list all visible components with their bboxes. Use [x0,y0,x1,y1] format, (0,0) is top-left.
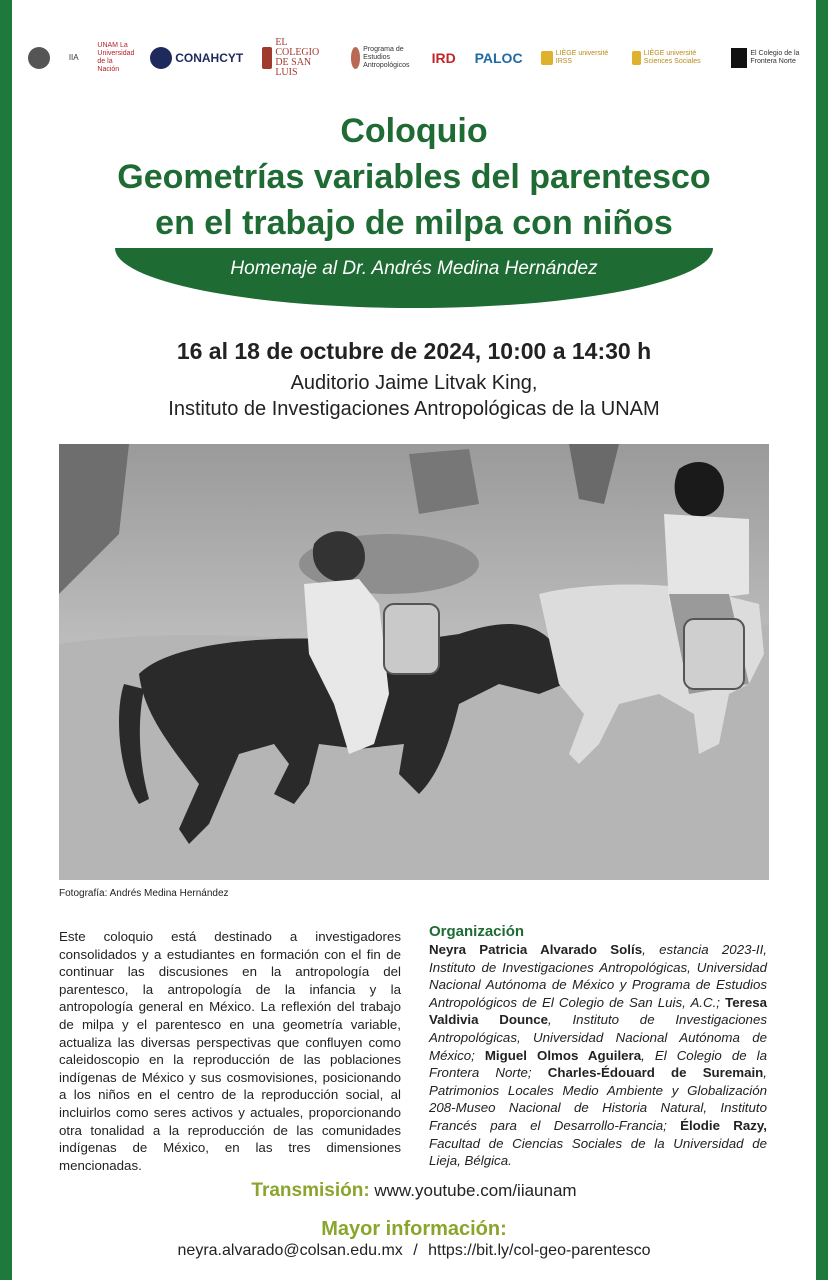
event-venue [40,370,788,422]
organizer-name: Teresa Valdivia Dounce [429,994,767,1028]
venue-line-1: Auditorio Jaime Litvak King, [290,372,538,394]
organization-list [429,941,767,1170]
contact-email[interactable]: neyra.alvarado@colsan.edu.mx [177,1242,403,1259]
photo-caption: Fotografía: Andrés Medina Hernández [59,888,229,899]
liege-irss-logo: LIÈGE université IRSS [541,50,613,66]
title-line-1: Coloquio [340,112,488,150]
transmission-url[interactable]: www.youtube.com/iiaunam [374,1181,577,1200]
ird-logo: IRD [431,50,456,66]
venue-line-2: Instituto de Investigaciones Antropológicas de la UNAM [168,398,660,420]
right-border [816,0,828,1280]
event-photo [59,444,769,880]
organizer-name: Élodie Razy, [680,1117,767,1133]
sponsor-logos [28,37,803,78]
organization-heading: Organización [429,923,525,940]
title-line-2: Geometrías variables del parentesco [117,158,711,196]
title-line-3: en el trabajo de milpa con niños [155,204,673,242]
description: Este coloquio está destinado a investigadores consolidados y a estudiantes en formación con el fin de continuar las discusiones en la antropología del parentesco, la antropología de la infancia y la antropología general en México. La reflexión del trabajo de milpa y el parentesco en una geometría variable, actualiza las diversas perspectivas que confluyen como caleidoscopio en la reproducción de las poblaciones indígenas de México y sus cosmovisiones, posicionando a los niños en el centro de la reproducción social, al incluirlos como seres activos y actuales, proporcionando otra tonalidad a la reproducción de las comunidades indígenas de México, en las tres dimensiones mencionadas. [59,929,401,1173]
pea-logo: Programa de Estudios Antropológicos [351,46,413,70]
transmission-label: Transmisión: [251,1180,370,1201]
organizer-name: Charles-Édouard de Suremain [547,1065,764,1081]
contact-separator: / [413,1242,418,1259]
organizer-detail: , estancia 2023-II, Instituto de Investigaciones Antropológicas, Universidad Nacional Autónoma de México y Programa de Estudios Antropológicos de El Colegio de San Luis, A.C.; [429,942,767,1010]
paloc-logo: PALOC [474,50,523,66]
unam-red-logo: UNAM La Universidad de la Nación [97,42,135,73]
transmission [40,1180,788,1202]
organizer-detail: Facultad de Ciencias Sociales de la Universidad de Lieja, Bélgica. [429,1135,767,1169]
organizer-detail: , Patrimonios Locales Medio Ambiente y Globalización 208-Museo Nacional de Historia Natural, Instituto Francés para el Desarrollo-Francia; [429,1065,767,1133]
contact-link[interactable]: https://bit.ly/col-geo-parentesco [428,1242,651,1259]
left-border [0,0,12,1280]
organizer-name: Neyra Patricia Alvarado Solís [429,942,643,957]
organizer-detail: , Instituto de Investigaciones Antropológicas, Universidad Nacional Autónoma de México; [429,1012,767,1063]
more-info-heading: Mayor información: [321,1218,507,1240]
contact-line [40,1242,788,1260]
conahcyt-logo: CONAHCYT [150,47,243,69]
event-date: 16 al 18 de octubre de 2024, 10:00 a 14:30 h [176,338,652,364]
subtitle: Homenaje al Dr. Andrés Medina Hernández [230,258,598,279]
colef-logo: El Colegio de la Frontera Norte [731,48,803,68]
unam-logo [28,47,50,69]
page-title [40,108,788,246]
colsan-logo: EL COLEGIO DE SAN LUIS [262,38,332,78]
organizer-detail: , El Colegio de la Frontera Norte; [429,1047,768,1081]
iia-logo: IIA [68,53,79,62]
liege-lasc-logo: LIÈGE université Sciences Sociales [632,50,712,66]
organizer-name: Miguel Olmos Aguilera [484,1047,642,1063]
